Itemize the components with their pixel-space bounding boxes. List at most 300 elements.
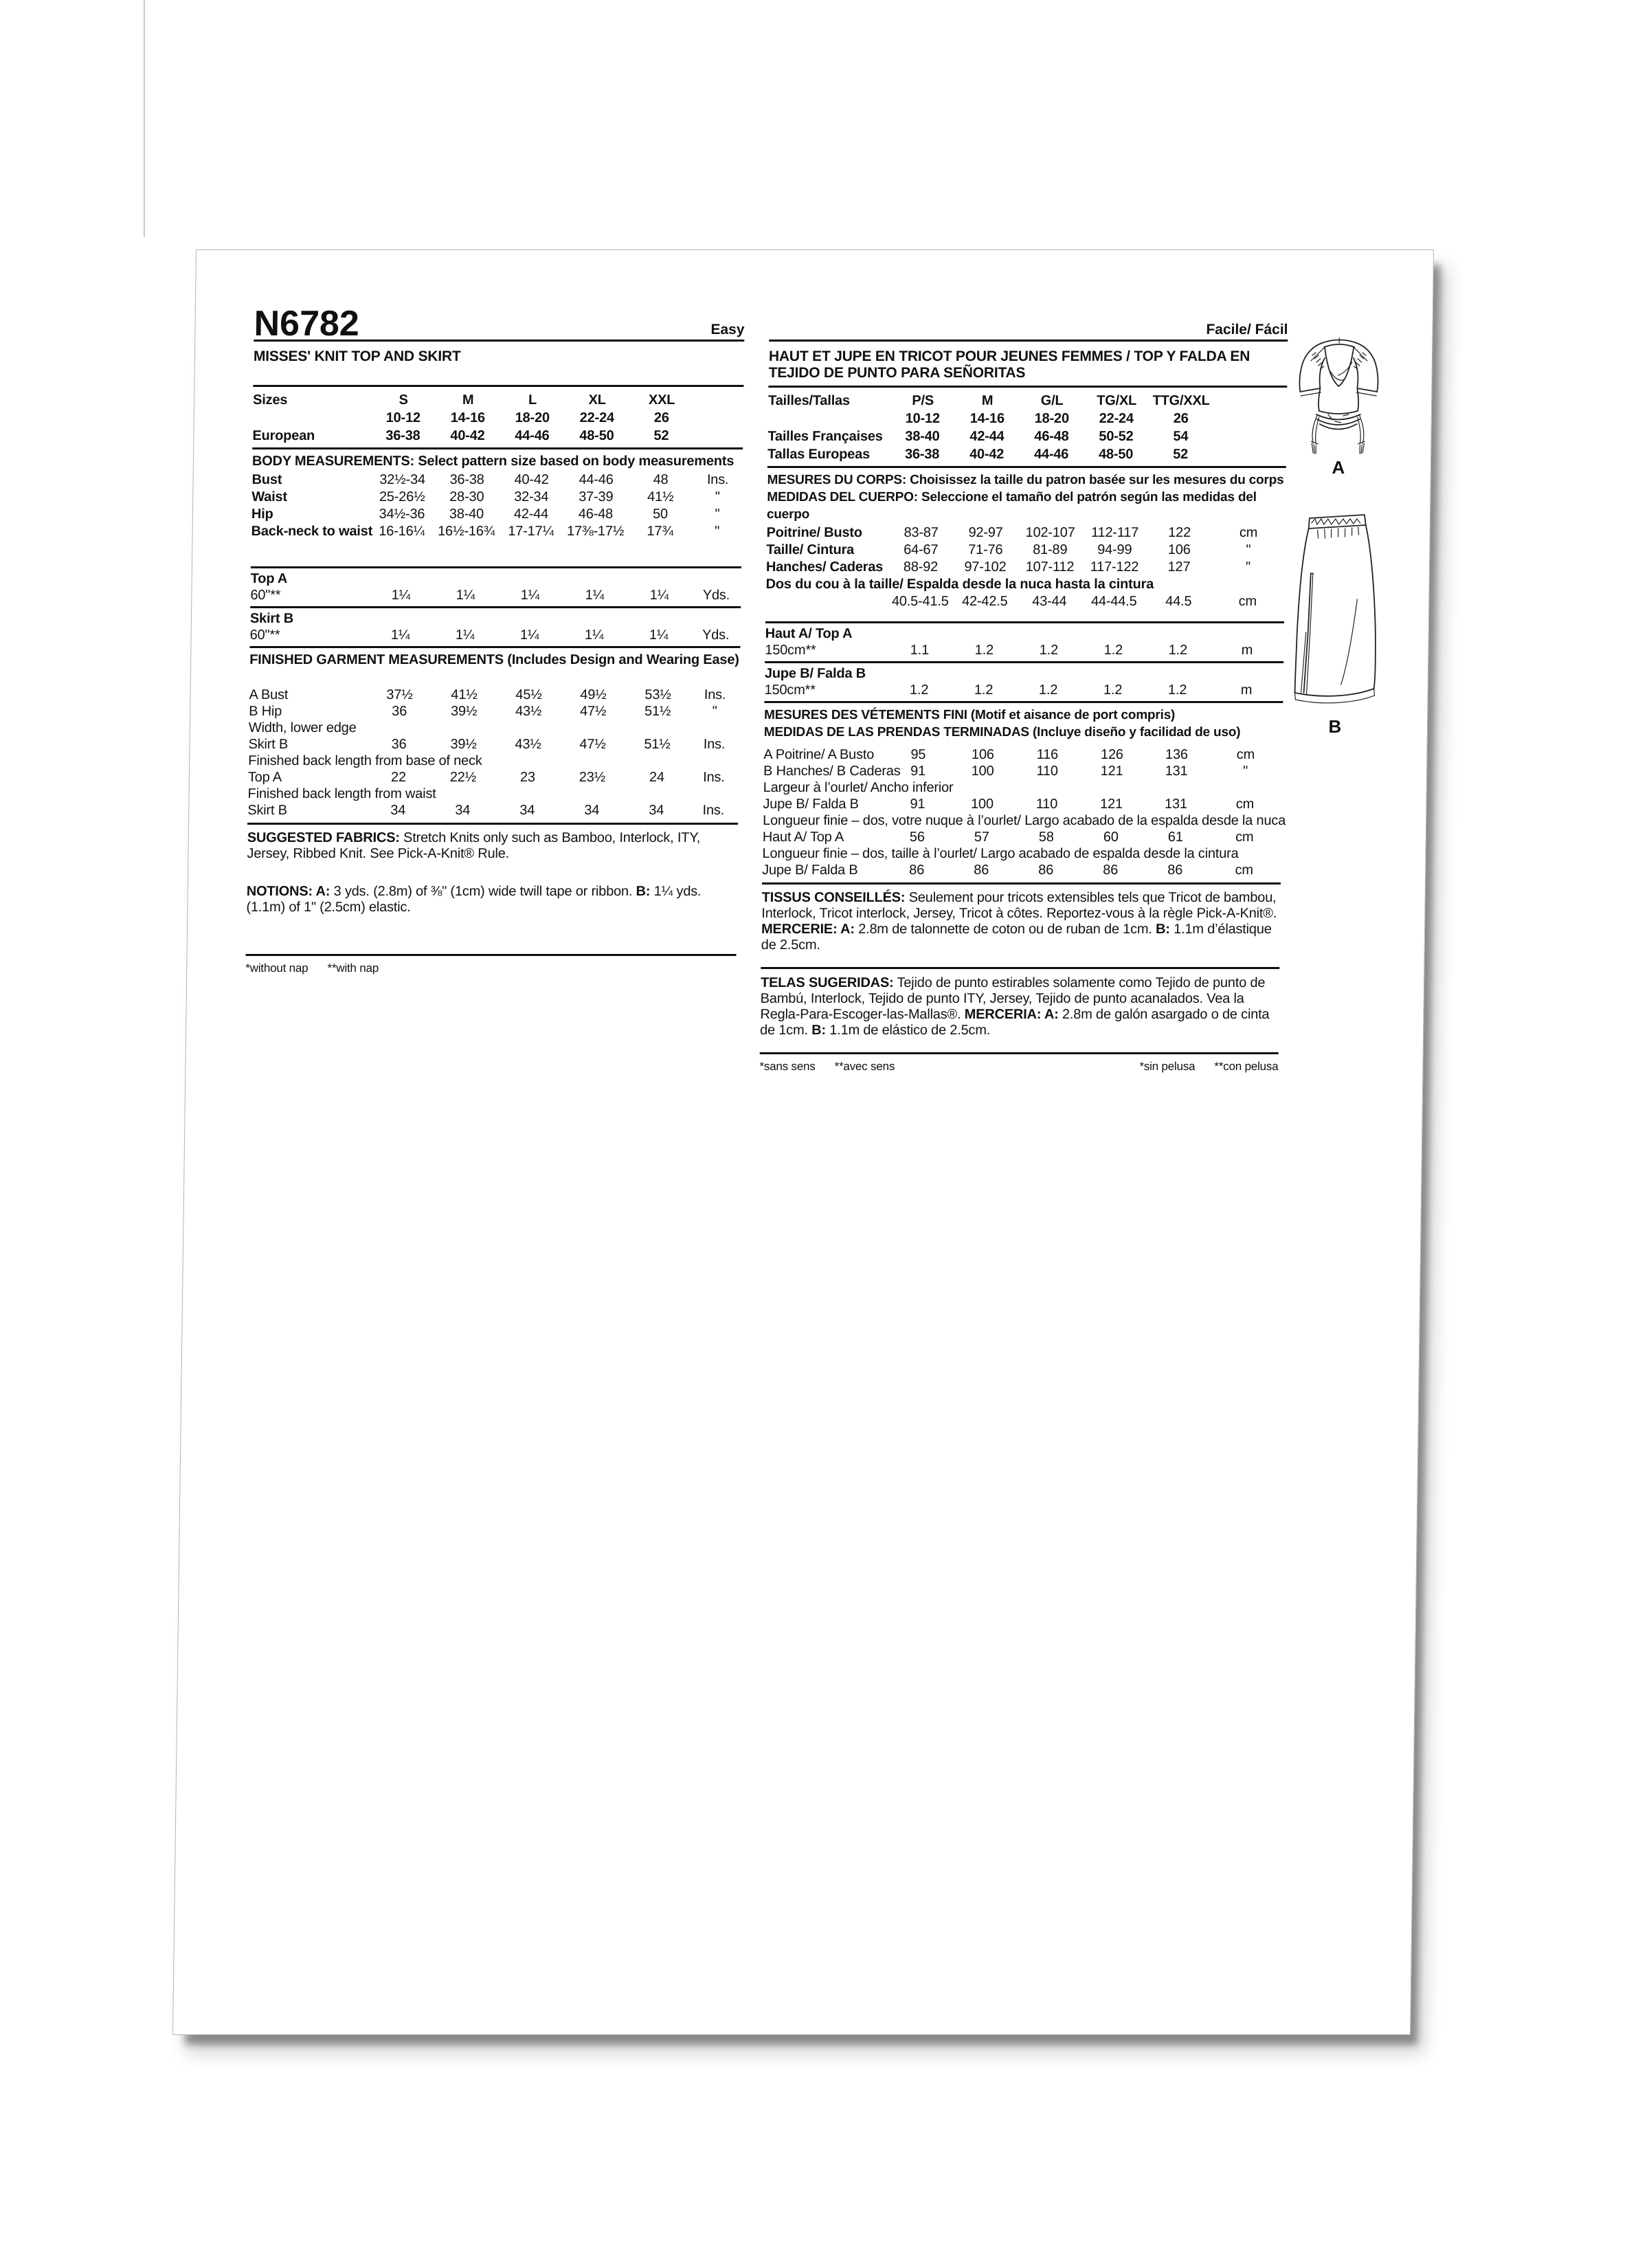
tissus-label: TISSUS CONSEILLÉS: [761, 890, 906, 905]
table-row [763, 779, 1282, 796]
table-row [767, 445, 1286, 463]
cell-value: 17¾ [647, 524, 673, 539]
pattern-code: N6782 [254, 304, 360, 344]
row-label: Longueur finie – dos, votre nuque à l’ourlet/ Largo acabado de la espalda desde la nuca [762, 813, 1286, 828]
cell-value: 42-44 [969, 429, 1005, 444]
cell-value: 39½ [450, 737, 477, 752]
cell-value: 26 [653, 410, 669, 425]
figure-b-label: B [1328, 716, 1343, 737]
table-row [763, 812, 1281, 829]
row-label: Bust [251, 472, 282, 487]
cell-value: 51½ [644, 737, 671, 752]
cell-value: 37½ [386, 687, 413, 702]
cell-value: 18-20 [515, 410, 550, 425]
cell-value: 44-46 [1033, 447, 1069, 462]
cell-value: 1¼ [456, 588, 475, 603]
cell-value: 36-38 [449, 472, 484, 487]
cell-value: 45½ [515, 687, 542, 702]
skirt-b-illustration [1290, 509, 1382, 715]
cell-value: 40-42 [450, 428, 485, 443]
cell-value: M [462, 392, 474, 408]
cell-value: 38-40 [449, 507, 484, 522]
table-row [762, 845, 1281, 862]
cell-value: 28-30 [449, 489, 484, 504]
difficulty-label-en: Easy [710, 322, 745, 337]
cell-value: 94-99 [1097, 542, 1132, 557]
finished-measurements-heading-fr: MESURES DES VÉTEMENTS FINI (Motif et aisance de port compris) [763, 708, 1176, 722]
row-label: 150cm** [765, 643, 816, 658]
cell-value: 43-44 [1032, 594, 1067, 609]
cell-value: 38-40 [905, 429, 940, 444]
row-label: Hip [251, 507, 273, 522]
row-unit: Ins. [703, 737, 726, 752]
cell-value: 127 [1167, 559, 1191, 575]
divider [761, 967, 1279, 969]
table-row [249, 627, 740, 643]
cell-value: 16½-16¾ [437, 524, 495, 539]
yardage-table-top-a [250, 570, 741, 603]
cell-value: 1.2 [1168, 643, 1188, 658]
cell-value: 17⅜-17½ [566, 524, 625, 539]
cell-value: 18-20 [1034, 411, 1070, 426]
cell-value: 40-42 [969, 447, 1005, 462]
divider [768, 386, 1287, 388]
cell-value: 10-12 [905, 411, 941, 426]
table-row [765, 576, 1284, 593]
row-unit: Ins. [702, 803, 725, 818]
footnote-sin-pelusa: *sin pelusa [1139, 1060, 1196, 1073]
cell-value: 32½-34 [379, 472, 426, 487]
row-label: Jupe B/ Falda B [764, 666, 866, 681]
row-unit [694, 409, 743, 427]
telas-label: TELAS SUGERIDAS: [760, 975, 894, 990]
divider [764, 701, 1283, 703]
row-unit: cm [1239, 525, 1258, 540]
row-label: Hanches/ Caderas [765, 559, 884, 575]
table-row [248, 753, 739, 769]
cell-value: 36 [391, 737, 407, 752]
table-row [763, 796, 1281, 812]
row-unit [693, 427, 743, 445]
row-label: A Bust [249, 687, 289, 702]
cell-value: 37-39 [579, 489, 614, 504]
cell-value: 86 [1103, 863, 1119, 878]
cell-value: 131 [1164, 797, 1187, 812]
table-row [765, 642, 1283, 658]
row-label: Waist [251, 489, 288, 504]
cell-value: 1¼ [585, 588, 605, 603]
cell-value: 16-16¼ [379, 524, 425, 539]
french-spanish-column [759, 309, 1288, 1074]
cell-value: 54 [1173, 429, 1189, 444]
cell-value: 106 [1167, 542, 1191, 557]
row-label: 60"** [249, 627, 280, 643]
cell-value: 91 [910, 764, 926, 779]
cell-value: 44-44.5 [1090, 594, 1137, 609]
table-row [250, 610, 741, 627]
footnote-con-pelusa: **con pelusa [1214, 1060, 1279, 1073]
cell-value: 1¼ [649, 588, 669, 603]
row-label: 150cm** [764, 682, 816, 698]
cell-value: 44-46 [579, 472, 614, 487]
cell-value: 121 [1099, 797, 1123, 812]
row-label: European [252, 428, 315, 443]
nap-footnote-group-fr [759, 1060, 895, 1074]
yardage-table-haut-a [765, 625, 1284, 658]
cell-value: 91 [910, 797, 926, 812]
cell-value: 22-24 [579, 410, 615, 425]
cell-value: S [399, 392, 408, 408]
row-unit: Ins. [704, 687, 726, 702]
row-unit: " [1245, 559, 1251, 575]
cell-value: 131 [1165, 764, 1188, 779]
cell-value: 50-52 [1099, 429, 1134, 444]
notions-label-a: NOTIONS: A: [246, 884, 330, 899]
row-unit: cm [1238, 594, 1257, 609]
cell-value: 43½ [515, 737, 541, 752]
merceria-text-a: 2.8m de galón asargado o de cinta de 1cm. [759, 1007, 1270, 1038]
cell-value: 36-38 [904, 447, 940, 462]
nap-footnote-group [245, 961, 379, 975]
row-unit: Ins. [706, 472, 729, 487]
row-label: Back-neck to waist [251, 524, 373, 539]
row-unit: m [1241, 643, 1253, 658]
cell-value: P/S [912, 393, 934, 408]
table-row [763, 746, 1282, 763]
yardage-table-jupe-b [764, 665, 1283, 698]
cell-value: 81-89 [1033, 542, 1068, 557]
table-row [251, 506, 742, 523]
cell-value: 1¼ [584, 627, 604, 643]
telas-paragraph [760, 975, 1279, 1038]
cell-value: 58 [1038, 830, 1054, 845]
row-unit [1213, 445, 1286, 463]
table-row [768, 392, 1287, 410]
cell-value: 46-48 [578, 507, 614, 522]
cell-value: 86 [1167, 863, 1183, 878]
table-row [764, 682, 1283, 698]
divider [251, 566, 741, 568]
cell-value: 39½ [450, 704, 478, 719]
cell-value: 1¼ [391, 588, 411, 603]
row-label: Tailles/Tallas [767, 393, 851, 408]
row-label: B Hip [249, 704, 282, 719]
table-row [767, 427, 1286, 445]
merceria-text-b: 1.1m de elástico de 2.5cm. [825, 1023, 991, 1038]
body-measurements-heading-en: BODY MEASUREMENTS: Select pattern size based on body measurements [251, 454, 734, 469]
cell-value: XXL [648, 392, 675, 408]
cell-value: 1¼ [520, 588, 540, 603]
top-a-illustration [1293, 333, 1384, 456]
sizes-table-fr-es [767, 392, 1287, 463]
cell-value: 116 [1036, 747, 1059, 762]
table-row [247, 786, 738, 802]
figure-b-wrap [1290, 509, 1384, 737]
cell-value: 26 [1173, 411, 1189, 426]
cell-value: L [528, 392, 537, 408]
row-label [253, 409, 371, 427]
cell-value: 64-67 [904, 542, 939, 557]
row-label: Skirt B [249, 611, 294, 626]
row-label: Sizes [252, 392, 288, 408]
telas-text: Tejido de punto estirables solamente como Tejido de punto de Bambú, Interlock, Tejido de punto ITY, Jersey, Tejido de punto acanalados. Vea la Regla-Para-Escoger-las-Mallas®. [760, 975, 1266, 1022]
pattern-title-fr-es: HAUT ET JUPE EN TRICOT POUR JEUNES FEMMES / TOP Y FALDA EN TEJIDO DE PUNTO PARA SEÑORITAS [768, 348, 1250, 381]
cell-value: 56 [909, 830, 925, 845]
notions-text-b: 1¼ yds. (1.1m) of 1" (2.5cm) elastic. [246, 884, 702, 915]
table-row [248, 769, 739, 786]
cell-value: 44.5 [1165, 594, 1192, 609]
cell-value: 36-38 [385, 428, 420, 443]
nap-footnote-group-es [1139, 1060, 1278, 1074]
cell-value: 1¼ [390, 627, 410, 643]
cell-value: 14-16 [450, 410, 486, 425]
cell-value: 86 [909, 863, 925, 878]
footnote-avec-sens: **avec sens [834, 1060, 895, 1073]
row-label: Jupe B/ Falda B [763, 797, 859, 812]
row-label [768, 410, 890, 427]
table-row [768, 410, 1287, 427]
finished-measurements-table-en [247, 687, 740, 819]
cell-value: 48-50 [579, 428, 614, 443]
row-label [765, 593, 888, 610]
cell-value: 100 [971, 764, 994, 779]
body-measurements-heading-es: MEDIDAS DEL CUERPO: Seleccione el tamaño del patrón según las medidas del cuerpo [766, 490, 1257, 522]
divider [762, 882, 1281, 885]
cell-value: 41½ [451, 687, 478, 702]
divider [765, 661, 1283, 663]
table-row [252, 427, 743, 445]
cell-value: 83-87 [904, 525, 939, 540]
footnote-with-nap: **with nap [327, 961, 379, 975]
cell-value: 17-17¼ [508, 524, 554, 539]
row-label: Longueur finie – dos, taille à l’ourlet/ Largo acabado de espalda desde la cintura [762, 846, 1239, 861]
cell-value: 48-50 [1098, 447, 1134, 462]
tissus-paragraph [761, 890, 1281, 953]
row-unit: " [715, 489, 720, 504]
cell-value: 126 [1100, 747, 1123, 762]
row-unit: " [1242, 764, 1248, 779]
table-row [766, 542, 1285, 559]
divider [252, 447, 743, 449]
cell-value: 1.2 [1103, 682, 1123, 698]
row-label: Jupe B/ Falda B [762, 863, 858, 878]
cell-value: 24 [649, 770, 665, 785]
cell-value: 34 [584, 803, 600, 818]
row-label: Width, lower edge [248, 720, 357, 735]
table-row [763, 763, 1282, 779]
row-unit: m [1240, 682, 1253, 698]
difficulty-label-fr-es: Facile/ Fácil [1206, 322, 1288, 337]
row-label: Dos du cou à la taille/ Espalda desde la nuca hasta la cintura [765, 577, 1154, 592]
row-label: B Hanches/ B Caderas [763, 764, 901, 779]
cell-value: 47½ [579, 704, 607, 719]
row-label: Top A [250, 571, 288, 586]
divider [767, 466, 1286, 468]
row-unit: cm [1235, 863, 1253, 878]
cell-value: 51½ [644, 704, 671, 719]
table-row [765, 625, 1284, 642]
cell-value: 71-76 [968, 542, 1003, 557]
row-label: Tallas Europeas [767, 447, 871, 462]
cell-value: 1.2 [974, 682, 994, 698]
cell-value: 32-34 [514, 489, 549, 504]
notions-label-b: B: [636, 884, 651, 899]
table-row [251, 489, 742, 506]
cell-value: 1.1 [910, 643, 930, 658]
row-unit [1213, 427, 1286, 445]
cell-value: 88-92 [903, 559, 939, 575]
table-row [249, 703, 739, 720]
cell-value: 34 [519, 803, 535, 818]
cell-value: 1¼ [519, 627, 539, 643]
cell-value: 22 [390, 770, 407, 785]
row-label: Skirt B [248, 737, 289, 752]
table-row [763, 829, 1281, 845]
cell-value: 110 [1035, 797, 1058, 812]
cell-value: 40-42 [514, 472, 549, 487]
cell-value: 110 [1036, 764, 1058, 779]
table-row [250, 587, 741, 603]
cell-value: 102-107 [1025, 525, 1075, 540]
cell-value: 22-24 [1099, 411, 1134, 426]
table-row [251, 570, 741, 587]
cell-value: M [981, 393, 994, 408]
row-unit [694, 391, 743, 409]
figure-a-label: A [1332, 457, 1347, 478]
table-row [248, 736, 739, 753]
table-row [762, 862, 1281, 878]
row-unit: Yds. [702, 627, 730, 643]
table-row [251, 523, 741, 540]
row-unit: Yds. [702, 588, 730, 603]
row-unit: " [715, 524, 720, 539]
cell-value: 60 [1103, 830, 1119, 845]
table-row [247, 802, 738, 819]
cell-value: 22½ [449, 770, 477, 785]
cell-value: G/L [1040, 393, 1064, 408]
row-unit: " [712, 704, 717, 719]
cell-value: 121 [1100, 764, 1123, 779]
row-unit: Ins. [703, 770, 725, 785]
suggested-fabrics-label: SUGGESTED FABRICS: [247, 830, 400, 845]
row-unit: cm [1235, 830, 1254, 845]
body-measurements-heading-fr: MESURES DU CORPS: Choisissez la taille du patron basée sur les mesures du corps [767, 473, 1284, 487]
mercerie-text-b: 1.1m d’élastique de 2.5cm. [761, 922, 1272, 953]
row-label: A Poitrine/ A Busto [763, 747, 875, 762]
cell-value: 48 [653, 472, 669, 487]
finished-measurements-table-fr-es [762, 746, 1286, 878]
table-row [251, 471, 742, 489]
finished-measurements-heading-es: MEDIDAS DE LAS PRENDAS TERMINADAS (Incluye diseño y facilidad de uso) [763, 725, 1241, 740]
cell-value: 1.2 [1103, 643, 1123, 658]
cell-value: 52 [653, 428, 669, 443]
cell-value: 34 [649, 803, 664, 818]
cell-value: 42-42.5 [961, 594, 1008, 609]
cell-value: 50 [652, 507, 669, 522]
cell-value: 46-48 [1034, 429, 1069, 444]
cell-value: 92-97 [968, 525, 1003, 540]
cell-value: 34 [455, 803, 471, 818]
row-unit: cm [1235, 797, 1255, 812]
cell-value: 23½ [579, 770, 606, 785]
cell-value: XL [588, 392, 606, 408]
cell-value: 52 [1173, 447, 1189, 462]
row-label: Largeur à l’ourlet/ Ancho inferior [763, 780, 954, 795]
merceria-label-b: B: [811, 1023, 827, 1038]
yardage-table-skirt-b [249, 610, 741, 643]
cell-value: 36 [392, 704, 407, 719]
merceria-label: MERCERIA: A: [964, 1007, 1059, 1022]
divider [765, 621, 1284, 623]
cell-value: 1.2 [974, 643, 994, 658]
row-label: Haut A/ Top A [765, 626, 853, 641]
divider [769, 340, 1288, 342]
notions-text-a: 3 yds. (2.8m) of ⅜" (1cm) wide twill tape or ribbon. [330, 884, 636, 899]
body-measurements-table-en [251, 471, 742, 540]
cell-value: 53½ [644, 687, 671, 702]
row-label: Poitrine/ Busto [766, 525, 862, 540]
divider [249, 646, 740, 648]
mercerie-label-b: B: [1155, 922, 1170, 937]
cell-value: 47½ [579, 737, 606, 752]
cell-value: 136 [1165, 747, 1188, 762]
row-label: Finished back length from base of neck [248, 753, 482, 768]
row-unit: " [715, 507, 720, 522]
suggested-fabrics-paragraph [247, 830, 738, 862]
cell-value: 34 [390, 803, 406, 818]
cell-value: 1.2 [1039, 643, 1059, 658]
cell-value: 57 [974, 830, 989, 845]
cell-value: 86 [974, 863, 989, 878]
body-measurements-table-fr-es [765, 524, 1286, 610]
tissus-text: Seulement pour tricots extensibles tels que Tricot de bambou, Interlock, Tricot interlock, Jersey, Tricot à côtes. Reportez-vous à la règle Pick-A-Knit®. [761, 890, 1277, 921]
row-label: 60"** [250, 588, 281, 603]
english-column [244, 304, 745, 1074]
row-unit: " [1246, 542, 1251, 557]
divider [250, 606, 741, 608]
cell-value: 1.2 [909, 682, 929, 698]
row-unit: cm [1236, 747, 1255, 762]
finished-measurements-heading-en: FINISHED GARMENT MEASUREMENTS (Includes Design and Wearing Ease) [249, 652, 739, 667]
divider [760, 1052, 1279, 1054]
cell-value: 14-16 [969, 411, 1005, 426]
cell-value: 10-12 [385, 410, 421, 425]
row-unit [1213, 410, 1287, 427]
cell-value: 25-26½ [379, 489, 425, 504]
cell-value: 1.2 [1038, 682, 1058, 698]
cell-value: TG/XL [1097, 393, 1137, 408]
table-row [253, 391, 743, 409]
row-label: Skirt B [247, 803, 287, 818]
cell-value: 42-44 [513, 507, 549, 522]
divider [246, 954, 737, 956]
table-row [765, 593, 1284, 610]
cell-value: 49½ [580, 687, 607, 702]
divider [247, 823, 738, 825]
cell-value: 61 [1167, 830, 1183, 845]
cell-value: 44-46 [515, 428, 550, 443]
row-label: Top A [247, 770, 282, 785]
cell-value: 34½-36 [379, 507, 425, 522]
cell-value: 1¼ [649, 627, 669, 643]
row-label: Finished back length from waist [247, 786, 436, 801]
pattern-instruction-sheet [172, 249, 1434, 2035]
cell-value: 1.2 [1167, 682, 1187, 698]
suggested-fabrics-text: Stretch Knits only such as Bamboo, Interlock, ITY, Jersey, Ribbed Knit. See Pick-A-Knit® Rule. [247, 830, 701, 861]
nap-footnotes-en [245, 961, 736, 975]
row-label: Tailles Françaises [767, 429, 883, 444]
table-row [249, 687, 739, 703]
